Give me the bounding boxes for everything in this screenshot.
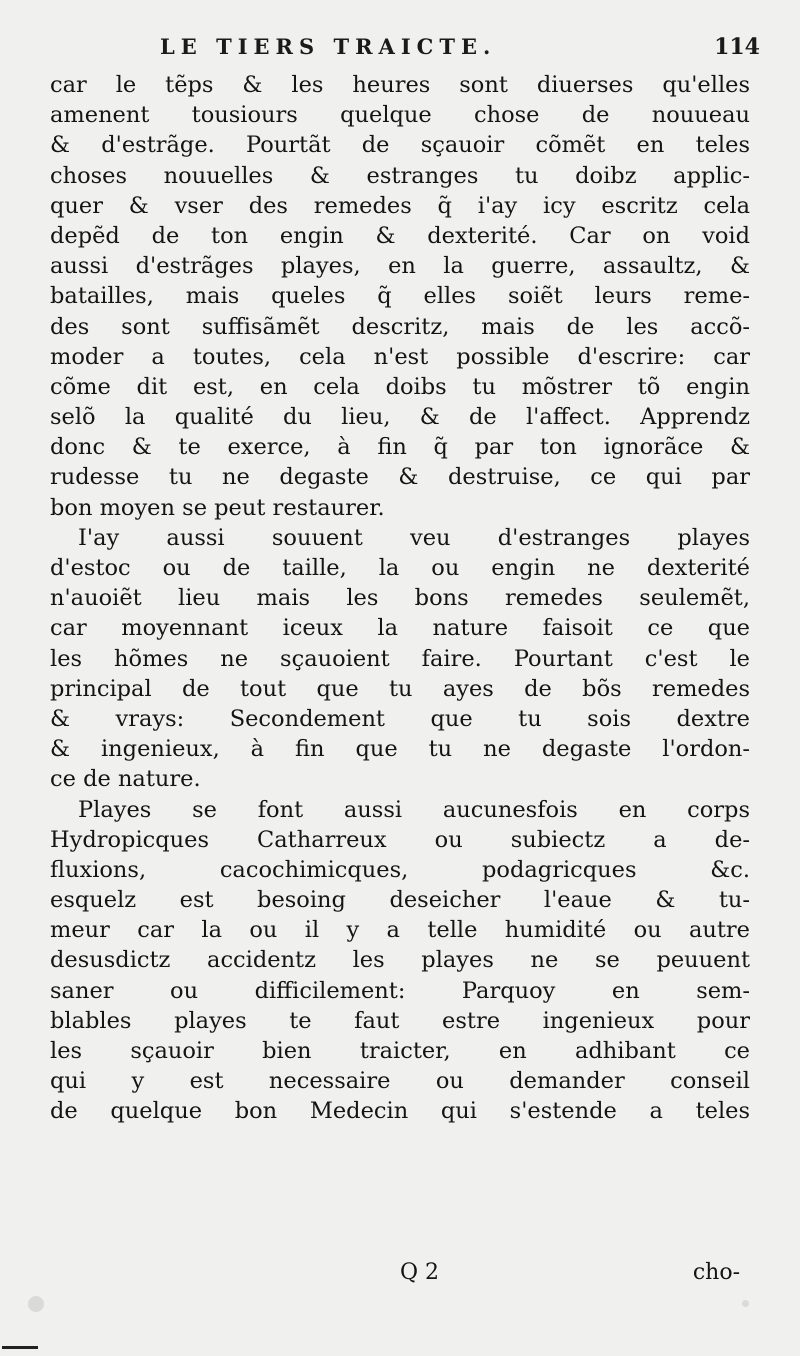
text-line: bon moyen se peut restaurer. <box>50 494 385 521</box>
paper-stain <box>28 1296 44 1312</box>
text-line: selõ la qualité du lieu, & de l'affect. Apprendz <box>50 404 750 431</box>
paper-stain <box>742 1300 749 1307</box>
edge-mark <box>2 1346 38 1349</box>
text-line: n'auoiẽt lieu mais les bons remedes seulemẽt, <box>50 585 750 612</box>
text-line: des sont suffisãmẽt descritz, mais de les accõ- <box>50 313 750 340</box>
text-line: aussi d'estrãges playes, en la guerre, assaultz, & <box>50 253 750 280</box>
text-line: ce de nature. <box>50 766 201 793</box>
text-line: Hydropicques Catharreux ou subiectz a de- <box>50 826 750 853</box>
text-line: quer & vser des remedes q̃ i'ay icy escritz cela <box>50 192 750 219</box>
text-line: blables playes te faut estre ingenieux pour <box>50 1007 750 1034</box>
text-line: rudesse tu ne degaste & destruise, ce qui par <box>50 464 750 491</box>
text-line: choses nouuelles & estranges tu doibz applic- <box>50 162 750 189</box>
text-line: saner ou difficilement: Parquoy en sem- <box>50 977 750 1004</box>
text-line: principal de tout que tu ayes de bõs remedes <box>50 675 750 702</box>
text-line: cõme dit est, en cela doibs tu mõstrer tõ engin <box>50 373 750 400</box>
paragraph-start-line: I'ay aussi souuent veu d'estranges playes <box>78 524 750 551</box>
text-line: car le tẽps & les heures sont diuerses qu'elles <box>50 72 750 98</box>
text-line: donc & te exerce, à fin q̃ par ton ignorãce & <box>50 434 750 461</box>
text-line: de quelque bon Medecin qui s'estende a teles <box>50 1098 750 1125</box>
text-line: batailles, mais queles q̃ elles soiẽt leurs reme- <box>50 283 750 310</box>
page-footer <box>50 1260 750 1292</box>
catchword: cho- <box>692 1260 740 1285</box>
signature-mark: Q 2 <box>400 1260 440 1285</box>
text-line: & vrays: Secondement que tu sois dextre <box>50 705 750 732</box>
text-line: depẽd de ton engin & dexterité. Car on void <box>50 222 750 249</box>
text-line: desusdictz accidentz les playes ne se peuuent <box>50 947 750 974</box>
paragraph-start-line: Playes se font aussi aucunesfois en corps <box>78 796 750 823</box>
running-title: LE TIERS TRAICTE. <box>160 34 497 59</box>
text-line: qui y est necessaire ou demander conseil <box>50 1068 750 1095</box>
body-text <box>50 70 750 1127</box>
page-header <box>60 30 760 70</box>
text-line: & ingenieux, à fin que tu ne degaste l'ordon- <box>50 736 750 763</box>
text-line: meur car la ou il y a telle humidité ou autre <box>50 917 750 944</box>
text-line: car moyennant iceux la nature faisoit ce que <box>50 615 750 642</box>
text-line: fluxions, cacochimicques, podagricques &c. <box>50 856 750 883</box>
text-line: moder a toutes, cela n'est possible d'escrire: car <box>50 343 750 370</box>
text-line: amenent tousiours quelque chose de nouueau <box>50 102 750 129</box>
text-line: les hõmes ne sçauoient faire. Pourtant c'est le <box>50 645 750 672</box>
text-line: & d'estrãge. Pourtãt de sçauoir cõmẽt en teles <box>50 132 750 159</box>
text-line: d'estoc ou de taille, la ou engin ne dexterité <box>50 555 750 581</box>
text-line: esquelz est besoing deseicher l'eaue & tu- <box>50 887 750 914</box>
text-line: les sçauoir bien traicter, en adhibant ce <box>50 1038 750 1064</box>
page-number: 114 <box>714 34 760 60</box>
